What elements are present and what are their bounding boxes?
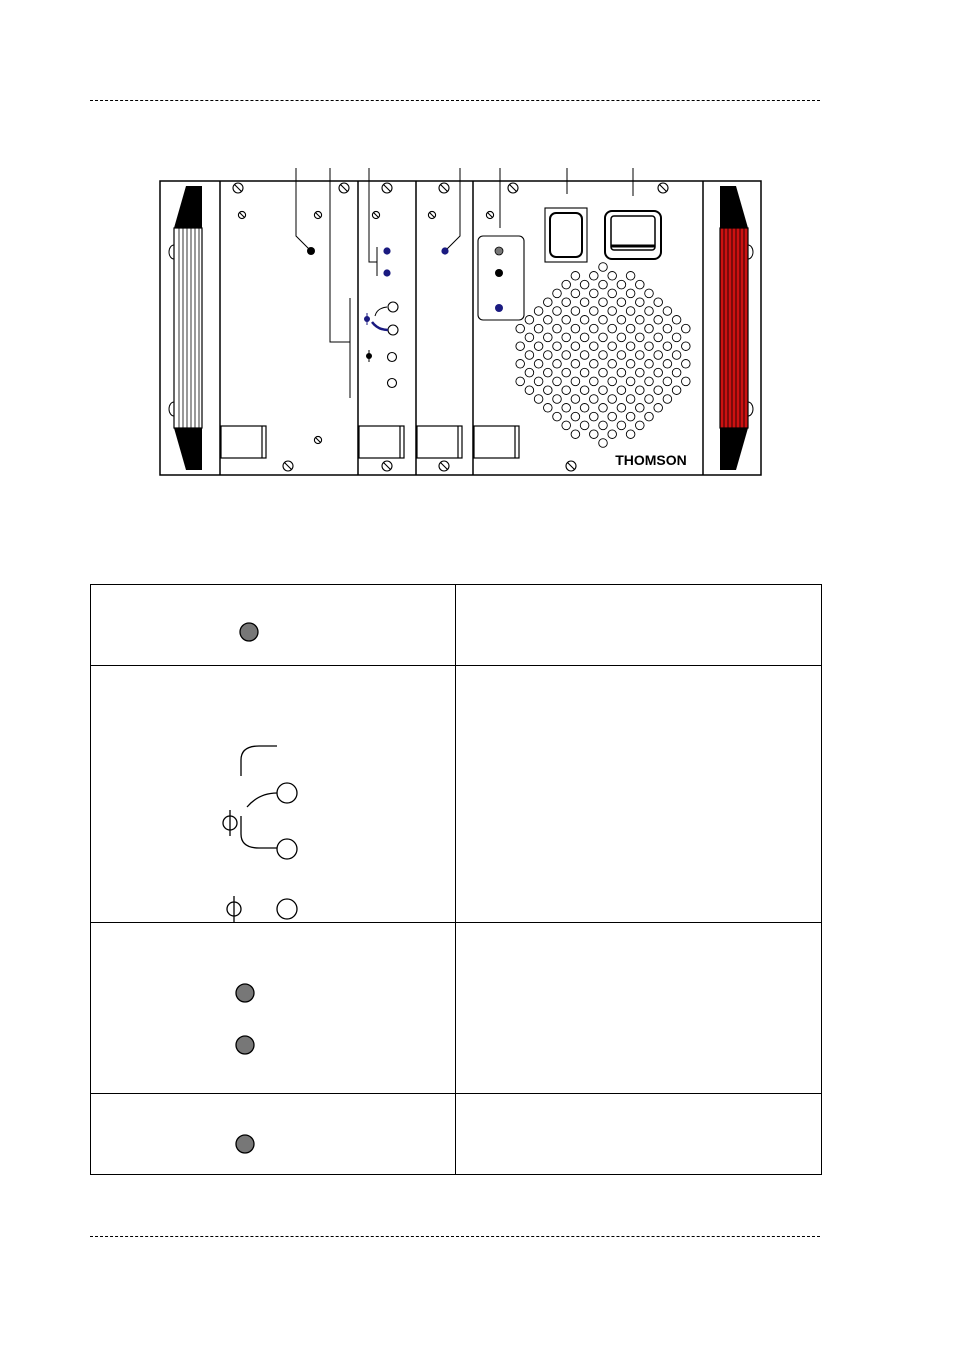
connector-socket-icon xyxy=(277,783,297,919)
module2-led-bottom xyxy=(383,269,390,276)
bottom-dashed-rule xyxy=(90,1236,820,1237)
front-panel-diagram xyxy=(0,0,954,580)
status-led-gray xyxy=(495,247,503,255)
speaker-grille xyxy=(516,263,690,448)
phi-symbol-icon xyxy=(227,896,241,922)
left-handle xyxy=(169,186,202,470)
phase-connector-symbols xyxy=(91,666,455,922)
status-led-blue xyxy=(495,304,503,312)
legend-symbol-cell xyxy=(91,923,456,1094)
legend-table xyxy=(90,584,822,1175)
legend-symbol-cell xyxy=(91,666,456,923)
legend-description-cell xyxy=(456,585,822,666)
legend-description-cell xyxy=(456,923,822,1094)
legend-row xyxy=(91,1094,822,1175)
legend-row xyxy=(91,923,822,1094)
module3-led xyxy=(441,247,448,254)
power-switch-left[interactable] xyxy=(545,208,587,262)
phi-symbol-icon xyxy=(223,810,237,836)
power-switch-right[interactable] xyxy=(605,211,661,259)
legend-symbol-cell xyxy=(91,1094,456,1175)
legend-symbol-cell xyxy=(91,585,456,666)
indicator-led-icon xyxy=(91,1094,455,1174)
card-pull-handles xyxy=(221,426,519,458)
status-led-black xyxy=(495,269,503,277)
legend-row xyxy=(91,585,822,666)
brand-logo: THOMSON xyxy=(615,452,687,468)
legend-row xyxy=(91,666,822,923)
right-handle xyxy=(720,186,753,470)
module2-led-top xyxy=(383,247,390,254)
module1-led xyxy=(307,247,315,255)
indicator-led-icon xyxy=(91,923,455,1093)
legend-description-cell xyxy=(456,1094,822,1175)
indicator-led-icon xyxy=(91,585,455,665)
connector-socket-icon xyxy=(388,302,399,388)
legend-description-cell xyxy=(456,666,822,923)
